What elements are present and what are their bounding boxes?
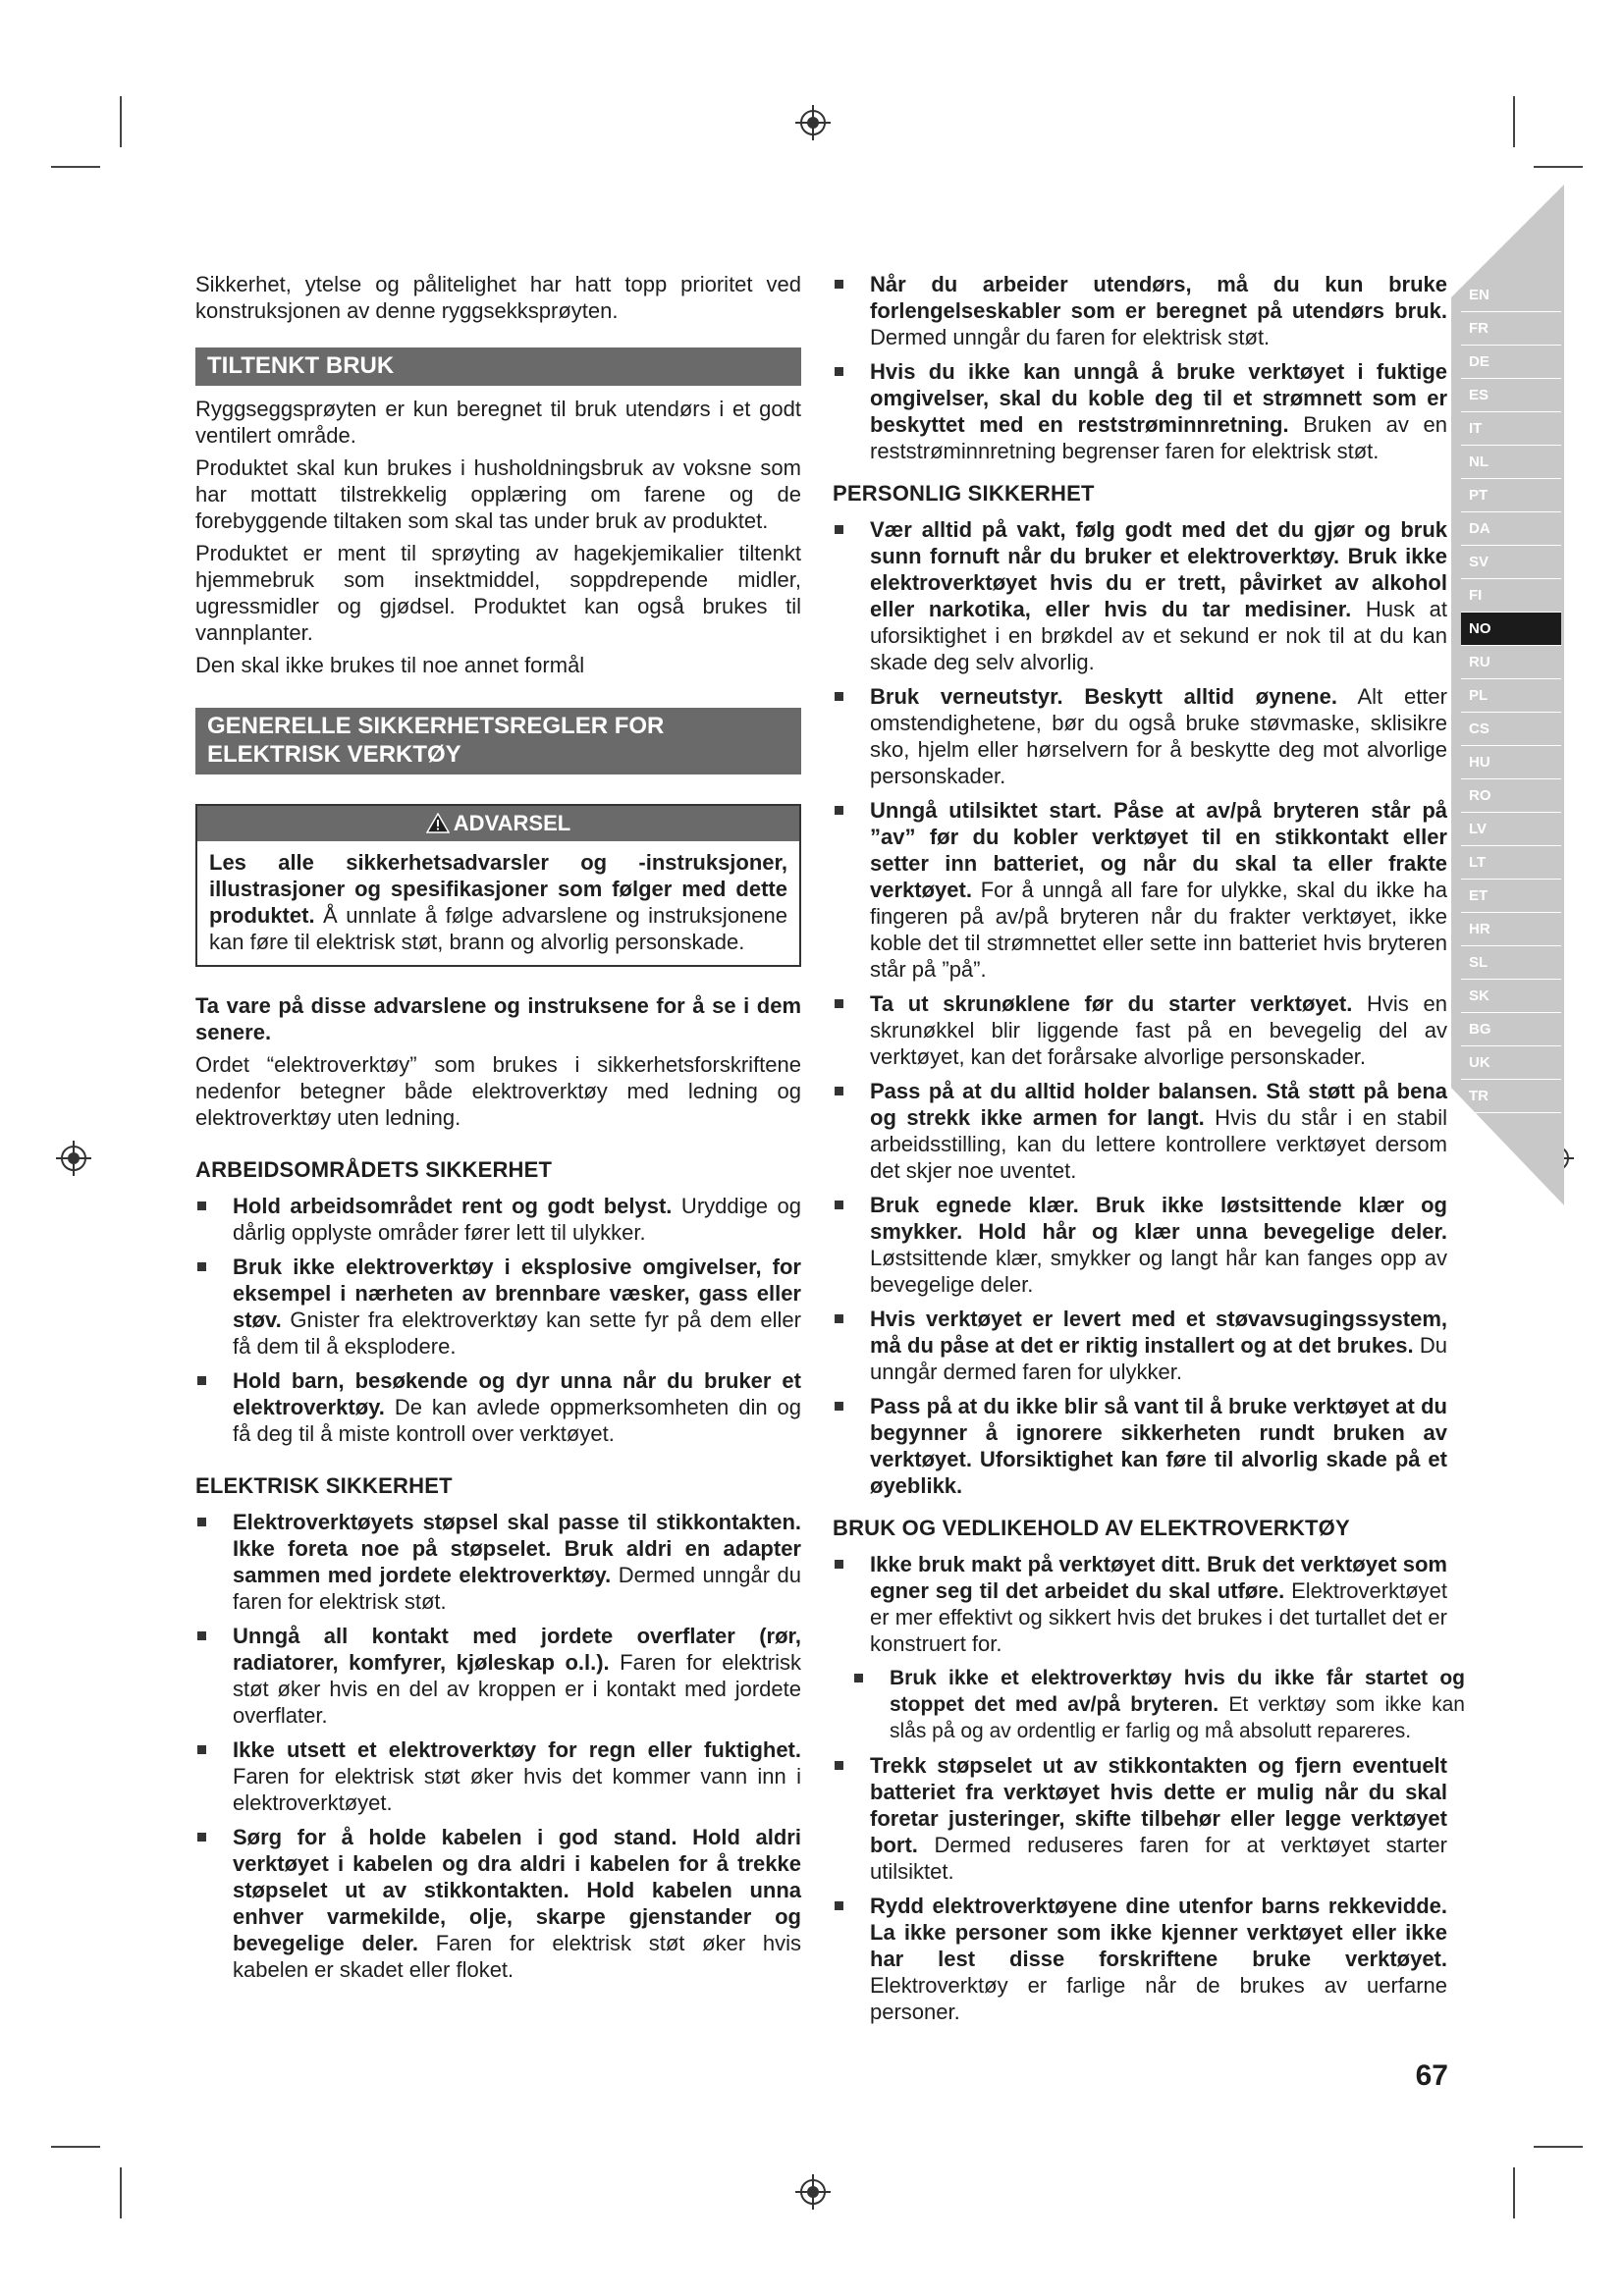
- list-item: [833, 1752, 1447, 1885]
- language-tab-hr[interactable]: HR: [1461, 913, 1561, 946]
- language-tab-it[interactable]: IT: [1461, 412, 1561, 446]
- list-item: [195, 1254, 801, 1360]
- language-tab-da[interactable]: DA: [1461, 512, 1561, 546]
- list-item: [833, 516, 1447, 675]
- subheading-use-and-maintenance: BRUK OG VEDLIKEHOLD AV ELEKTROVERKTØY: [833, 1516, 1350, 1540]
- crop-mark: [1534, 2146, 1583, 2148]
- language-tab-en[interactable]: EN: [1461, 279, 1561, 312]
- subheading-work-area: ARBEIDSOMRÅDETS SIKKERHET: [195, 1157, 553, 1182]
- item-text: Elektroverktøy er farlige når de brukes av uerfarne personer.: [870, 1973, 1447, 2024]
- list-item: [195, 1736, 801, 1816]
- crop-mark: [51, 166, 100, 168]
- intro-paragraph: Sikkerhet, ytelse og pålitelighet har hatt topp prioritet ved konstruksjonen av denne ryggsekksprøyten.: [195, 272, 801, 323]
- language-tab-et[interactable]: ET: [1461, 880, 1561, 913]
- list-item: [833, 271, 1447, 350]
- intended-use-paragraph-2: Produktet skal kun brukes i husholdningsbruk av voksne som har mottatt tilstrekkelig opplæring om farene og de forebyggende tiltaken som skal tas under bruk av produktet.: [195, 455, 801, 533]
- item-bold: Hvis du ikke kan unngå å bruke verktøyet i fuktige omgivelser, skal du koble deg til et strømnett som er beskyttet med en reststrøminnretning.: [870, 359, 1447, 437]
- item-text: Faren for elektrisk støt øker hvis det kommer vann inn i elektroverktøyet.: [233, 1764, 801, 1815]
- list-item: [833, 1192, 1447, 1298]
- item-bold: Sørg for å holde kabelen i god stand. Hold aldri verktøyet i kabelen og dra aldri i kabelen for å trekke støpselet ut av stikkontakten. Hold kabelen unna enhver varmekilde, olje, skarpe gjenstander og bevegelige deler.: [233, 1825, 801, 1955]
- item-text: Uryddige og dårlig opplyste områder fører lett til ulykker.: [233, 1194, 801, 1245]
- crop-mark: [120, 2167, 122, 2218]
- item-text: Et verktøy som ikke kan slås på og av ordentlig er farlig og må absolutt repareres.: [890, 1693, 1465, 1742]
- list-item: [195, 1623, 801, 1729]
- language-tab-pl[interactable]: PL: [1461, 679, 1561, 713]
- language-tab-nl[interactable]: NL: [1461, 446, 1561, 479]
- warning-triangle-icon: [426, 813, 450, 833]
- subheading-personal-safety: PERSONLIG SIKKERHET: [833, 481, 1095, 506]
- item-text: Du unngår dermed faren for ulykker.: [870, 1333, 1447, 1384]
- language-tab-de[interactable]: DE: [1461, 346, 1561, 379]
- warning-text: Å unnlate å følge advarslene og instruksjonene kan føre til elektrisk støt, brann og alvorlig personskade.: [209, 903, 787, 954]
- item-bold: Bruk verneutstyr. Beskytt alltid øynene.: [870, 684, 1337, 709]
- general-safety-title-line-1: GENERELLE SIKKERHETSREGLER FOR: [207, 713, 665, 739]
- intended-use-paragraph-4: Den skal ikke brukes til noe annet formål: [195, 653, 585, 677]
- left-column: [195, 271, 801, 1991]
- crop-mark: [51, 2146, 100, 2148]
- intended-use-paragraph-3: Produktet er ment til sprøyting av hagekjemikalier tiltenkt hjemmebruk som insektmiddel, soppdrepende midler, ugressmidler og gjødsel. Produktet kan også brukes til vannplanter.: [195, 541, 801, 645]
- item-text: Faren for elektrisk støt øker hvis kabelen er skadet eller floket.: [233, 1931, 802, 1982]
- item-bold: Bruk ikke elektroverktøy i eksplosive omgivelser, for eksempel i nærheten av brennbare væsker, gass eller støv.: [233, 1255, 801, 1332]
- personal-safety-list: [833, 516, 1447, 1499]
- item-text: Faren for elektrisk støt øker hvis en del av kroppen er i kontakt med jordete overflater.: [233, 1650, 801, 1728]
- crop-mark: [1513, 2167, 1515, 2218]
- item-text: Dermed unngår du faren for elektrisk støt.: [233, 1563, 801, 1614]
- electrical-safety-list-continued: [833, 271, 1447, 464]
- intended-use-paragraph-1: Ryggseggsprøyten er kun beregnet til bruk utendørs i et godt ventilert område.: [195, 397, 801, 448]
- language-tab-list: [1461, 279, 1561, 1113]
- language-tab-sv[interactable]: SV: [1461, 546, 1561, 579]
- item-bold: Vær alltid på vakt, følg godt med det du gjør og bruk sunn fornuft når du bruker et elektroverktøy. Bruk ikke elektroverktøyet hvis du er trett, påvirket av alkohol eller narkotika, eller hvis du tar medisiner.: [870, 517, 1447, 621]
- page-number: 67: [1415, 2059, 1448, 2092]
- right-column: [833, 271, 1465, 2033]
- definition-paragraph: Ordet “elektroverktøy” som brukes i sikkerhetsforskriftene nedenfor betegner både elektroverktøy med ledning og elektroverktøy uten ledning.: [195, 1052, 801, 1130]
- item-bold: Rydd elektroverktøyene dine utenfor barns rekkevidde. La ikke personer som ikke kjenner verktøyet eller ikke har lest disse forskriftene bruke verktøyet.: [870, 1894, 1447, 1971]
- warning-body: [197, 841, 799, 965]
- item-text: Løstsittende klær, smykker og langt hår kan fanges opp av bevegelige deler.: [870, 1246, 1447, 1297]
- electrical-safety-list: [195, 1509, 801, 1983]
- warning-header: [197, 806, 799, 841]
- item-bold: Ta ut skrunøklene før du starter verktøyet.: [870, 991, 1353, 1016]
- language-tab-es[interactable]: ES: [1461, 379, 1561, 412]
- item-bold: Bruk ikke et elektroverktøy hvis du ikke får startet og stoppet det med av/på bryteren.: [890, 1667, 1465, 1716]
- list-item: [833, 1306, 1447, 1385]
- item-bold: Pass på at du alltid holder balansen. Stå støtt på bena og strekk ikke armen for langt.: [870, 1079, 1447, 1130]
- item-bold: Pass på at du ikke blir så vant til å bruke verktøyet at du begynner å ignorere sikkerheten rundt bruken av verktøyet. Uforsiktighet kan føre til alvorlig skade på et øyeblikk.: [870, 1394, 1447, 1498]
- registration-mark-icon: [56, 1141, 91, 1176]
- language-tab-lt[interactable]: LT: [1461, 846, 1561, 880]
- language-tab-sk[interactable]: SK: [1461, 980, 1561, 1013]
- list-item: [833, 1665, 1465, 1744]
- item-bold: Når du arbeider utendørs, må du kun bruke forlengelseskabler som er beregnet på utendørs bruk.: [870, 272, 1447, 323]
- list-item: [833, 1393, 1447, 1499]
- language-tab-fr[interactable]: FR: [1461, 312, 1561, 346]
- item-text: Elektroverktøyet er mer effektivt og sikkert hvis det brukes i det turtallet det er konstruert for.: [870, 1578, 1448, 1656]
- item-bold: Ikke bruk makt på verktøyet ditt. Bruk det verktøyet som egner seg til det arbeidet du skal utføre.: [870, 1552, 1447, 1603]
- item-text: Gnister fra elektroverktøy kan sette fyr på dem eller få dem til å eksplodere.: [233, 1308, 801, 1359]
- item-text: Dermed reduseres faren for at verktøyet starter utilsiktet.: [870, 1833, 1447, 1884]
- list-item: [195, 1824, 801, 1983]
- list-item: [833, 797, 1447, 983]
- language-tab-fi[interactable]: FI: [1461, 579, 1561, 613]
- list-item: [833, 990, 1447, 1070]
- language-tab-uk[interactable]: UK: [1461, 1046, 1561, 1080]
- work-area-list: [195, 1193, 801, 1447]
- list-item: [195, 1367, 801, 1447]
- item-bold: Ikke utsett et elektroverktøy for regn eller fuktighet.: [233, 1737, 801, 1762]
- list-item: [833, 1078, 1447, 1184]
- crop-mark: [1534, 166, 1583, 168]
- registration-mark-icon: [795, 105, 831, 140]
- list-item: [833, 683, 1447, 789]
- item-bold: Hvis verktøyet er levert med et støvavsugingssystem, må du påse at det er riktig installert og at det brukes.: [870, 1307, 1447, 1358]
- item-bold: Unngå utilsiktet start. Påse at av/på bryteren står på ”av” før du kobler verktøyet til en stikkontakt eller setter inn batteriet, og når du skal ta eller frakte verktøyet.: [870, 798, 1447, 902]
- list-item: [833, 1893, 1447, 2025]
- list-item: [195, 1509, 801, 1615]
- language-tab-tr[interactable]: TR: [1461, 1080, 1561, 1113]
- item-text: For å unngå all fare for ulykke, skal du ikke ha fingeren på av/på bryteren når du frakter verktøyet, ikke koble det til strømnettet eller sette inn batteriet hvis bryteren står på ”på”.: [870, 878, 1447, 982]
- keep-instructions-note: Ta vare på disse advarslene og instruksene for å se i dem senere.: [195, 993, 801, 1044]
- item-text: Husk at uforsiktighet i en brøkdel av et sekund er nok til at du kan skade deg selv alvorlig.: [870, 597, 1447, 674]
- language-tab-bg[interactable]: BG: [1461, 1013, 1561, 1046]
- warning-title: ADVARSEL: [453, 811, 571, 835]
- language-tab-ru[interactable]: RU: [1461, 646, 1561, 679]
- section-heading-intended-use: TILTENKT BRUK: [195, 347, 801, 386]
- item-text: Dermed unngår du faren for elektrisk støt.: [870, 325, 1271, 349]
- language-tab-no-active[interactable]: NO: [1461, 613, 1561, 646]
- item-bold: Unngå all kontakt med jordete overflater (rør, radiatorer, komfyrer, kjøleskap o.l.).: [233, 1624, 801, 1675]
- item-bold: Elektroverktøyets støpsel skal passe til stikkontakten. Ikke foreta noe på støpselet. Bruk aldri en adapter sammen med jordete elektroverktøy.: [233, 1510, 801, 1587]
- language-tab-sl[interactable]: SL: [1461, 946, 1561, 980]
- item-text: Alt etter omstendighetene, bør du også bruke støvmaske, sklisikre sko, hjelm eller hørselvern for å beskytte deg mot alvorlige personskader.: [870, 684, 1447, 788]
- maintenance-list: [833, 1551, 1465, 2025]
- language-tab-hu[interactable]: HU: [1461, 746, 1561, 779]
- item-bold: Bruk egnede klær. Bruk ikke løstsittende klær og smykker. Hold hår og klær unna bevegelige deler.: [870, 1193, 1447, 1244]
- subheading-electrical-safety: ELEKTRISK SIKKERHET: [195, 1473, 453, 1498]
- language-tab-cs[interactable]: CS: [1461, 713, 1561, 746]
- language-tab-ro[interactable]: RO: [1461, 779, 1561, 813]
- language-tab-pt[interactable]: PT: [1461, 479, 1561, 512]
- item-bold: Trekk støpselet ut av stikkontakten og fjern eventuelt batteriet fra verktøyet hvis dette er mulig når du skal foretar justeringer, skifte tilbehør eller legge verktøyet bort.: [870, 1753, 1447, 1857]
- item-text: De kan avlede oppmerksomheten din og få deg til å miste kontroll over verktøyet.: [233, 1395, 801, 1446]
- section-heading-general-safety: [195, 708, 801, 774]
- language-tab-lv[interactable]: LV: [1461, 813, 1561, 846]
- crop-mark: [1513, 96, 1515, 147]
- registration-mark-icon: [795, 2174, 831, 2210]
- crop-mark: [120, 96, 122, 147]
- list-item: [833, 1551, 1447, 1657]
- item-text: Hvis du står i en stabil arbeidsstilling, kan du lettere kontrollere verktøyet dersom det skjer noe uventet.: [870, 1105, 1447, 1183]
- item-bold: Hold arbeidsområdet rent og godt belyst.: [233, 1194, 673, 1218]
- warning-box: [195, 804, 801, 967]
- list-item: [195, 1193, 801, 1246]
- item-text: Bruken av en reststrøminnretning begrenser faren for elektrisk støt.: [870, 412, 1447, 463]
- item-bold: Hold barn, besøkende og dyr unna når du bruker et elektroverktøy.: [233, 1368, 801, 1419]
- list-item: [833, 358, 1447, 464]
- general-safety-title-line-2: ELEKTRISK VERKTØY: [207, 741, 461, 768]
- warning-bold-text: Les alle sikkerhetsadvarsler og -instruksjoner, illustrasjoner og spesifikasjoner som følger med dette produktet.: [209, 850, 787, 928]
- item-text: Hvis en skrunøkkel blir liggende fast på en bevegelig del av verktøyet, kan det forårsake alvorlige personskader.: [870, 991, 1447, 1069]
